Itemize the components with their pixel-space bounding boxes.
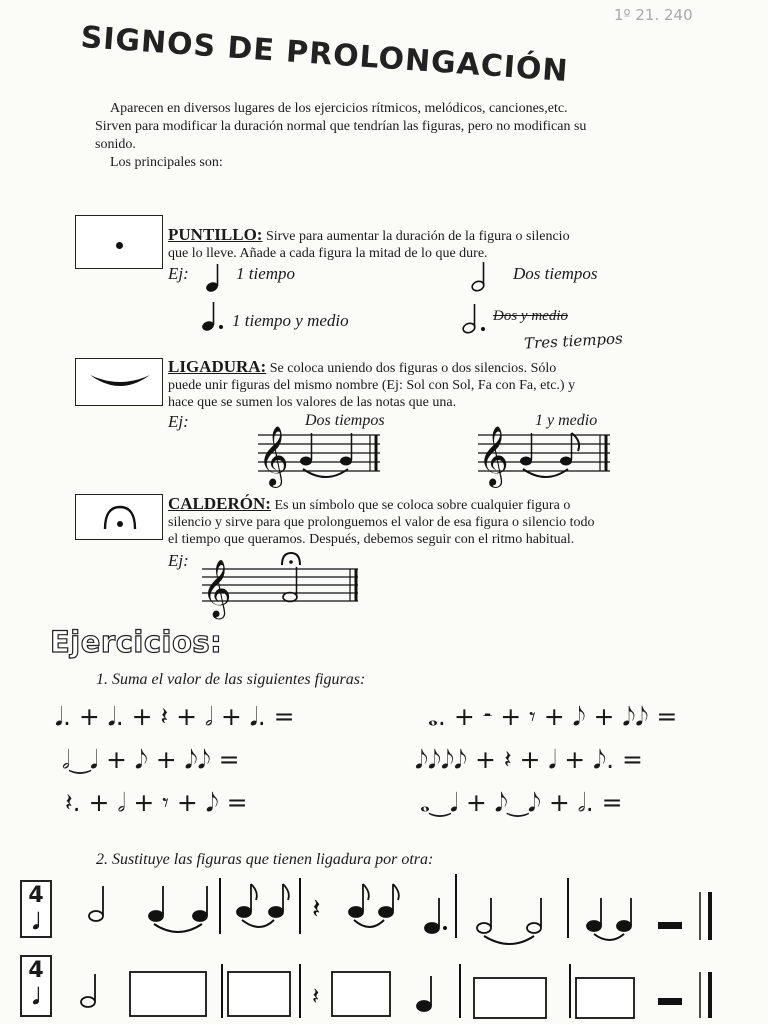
corner-note: 1º 21. 240 [614, 6, 693, 24]
puntillo-text [168, 226, 648, 262]
time-sig-top: 4 [28, 883, 44, 908]
calderon-title: CALDERÓN: [168, 494, 271, 513]
time-sig-top: 4 [28, 958, 44, 983]
calderon-text-1: Es un símbolo que se coloca sobre cualquier figura o [274, 498, 571, 513]
quarter-rest-icon: 𝄽 [312, 982, 320, 1010]
ligadura-text-2: puede unir figuras del mismo nombre (Ej: Sol con Sol, Fa con Fa, etc.) y [168, 378, 576, 393]
ligadura-symbol-box [75, 358, 163, 406]
puntillo-title: PUNTILLO: [168, 225, 263, 244]
sum-row-2-right: 𝅘𝅥𝅮𝅘𝅥𝅮𝅘𝅥𝅮𝅘𝅥𝅮 + 𝄽 + 𝅘𝅥 + 𝅘𝅥𝅮. = [415, 745, 643, 774]
ligadura-ex-1: Dos tiempos [305, 412, 385, 429]
answer-box-4 [474, 978, 546, 1018]
sum-row-3-right: 𝅝‿𝅘𝅥 + 𝅘𝅥𝅮‿𝅘𝅥𝅮 + 𝅗𝅥. = [420, 788, 623, 817]
dotted-quarter-note-icon [200, 300, 226, 334]
sum-row-2-left: 𝅗𝅥‿𝅘𝅥 + 𝅘𝅥𝅮 + 𝅘𝅥𝅮𝅘𝅥𝅮 = [62, 745, 240, 774]
answer-box-3 [332, 972, 390, 1016]
quarter-note-icon [204, 262, 224, 294]
puntillo-ej-label: Ej: [168, 264, 189, 283]
ligadura-text [168, 358, 648, 411]
puntillo-symbol-box [75, 215, 163, 269]
treble-clef-icon: 𝄞 [258, 426, 289, 486]
puntillo-ex-1: 1 tiempo [236, 264, 296, 283]
ligadura-title: LIGADURA: [168, 357, 267, 376]
ligadura-staff-example-1 [258, 425, 383, 495]
puntillo-ex-3: 1 tiempo y medio [232, 311, 349, 330]
calderon-text-3: el tiempo que queramos. Después, debemos seguir con el ritmo habitual. [168, 532, 575, 547]
puntillo-ex-4-handwritten: Tres tiempos [523, 329, 624, 353]
fermata-icon [102, 503, 138, 533]
half-note-icon [470, 260, 490, 294]
intro-line-4: Los principales son: [110, 155, 223, 170]
calderon-staff-example [202, 555, 362, 625]
sum-row-3-left: 𝄽. + 𝅗𝅥 + 𝄾 + 𝅘𝅥𝅮 = [65, 788, 248, 817]
exercise-1-question: 1. Suma el valor de las siguientes figuras: [96, 671, 366, 688]
quarter-rest-icon: 𝄽 [312, 892, 321, 925]
ligadura-ej-label: Ej: [168, 412, 189, 431]
answer-box-5 [576, 978, 634, 1018]
puntillo-ex-4-struck: Dos y medio [493, 308, 568, 324]
time-sig-bottom: 𝅘𝅥 [32, 985, 40, 1010]
half-rest-icon [658, 998, 682, 1005]
treble-clef-icon: 𝄞 [202, 559, 232, 617]
ligadura-staff-example-2 [478, 425, 613, 495]
ejercicios-heading: Ejercicios: [50, 625, 223, 659]
time-sig-bottom: 𝅘𝅥 [32, 910, 40, 935]
intro-line-2: Sirven para modificar la duración normal que tendrían las figuras, pero no modifican su [95, 119, 587, 134]
ligadura-text-3: hace que se sumen los valores de las notas que una. [168, 395, 457, 410]
ligadura-text-1: Se coloca uniendo dos figuras o dos silencios. Sólo [269, 361, 557, 376]
time-signature-box-2 [20, 955, 52, 1017]
puntillo-text-1: Sirve para aumentar la duración de la figura o silencio [265, 229, 570, 244]
sum-row-1-right: 𝅝. + 𝄼 + 𝄾 + 𝅘𝅥𝅮 + 𝅘𝅥𝅮𝅘𝅥𝅮 = [428, 702, 678, 731]
intro-line-3: sonido. [95, 137, 136, 152]
puntillo-text-2: que lo lleve. Añade a cada figura la mitad de lo que dure. [168, 246, 488, 261]
tie-icon [88, 371, 152, 395]
treble-clef-icon: 𝄞 [478, 426, 509, 486]
exercise-2-question: 2. Sustituye las figuras que tienen ligadura por otra: [96, 851, 434, 868]
time-signature-box-1 [20, 880, 52, 938]
page-title: SIGNOS DE PROLONGACIÓN [79, 20, 570, 90]
ligadura-ex-2: 1 y medio [535, 412, 598, 429]
dotted-half-note-icon [461, 302, 489, 336]
calderon-text [168, 495, 658, 548]
puntillo-ex-2: Dos tiempos [513, 264, 598, 283]
answer-box-2 [228, 972, 290, 1016]
dot-icon [116, 242, 123, 249]
calderon-ej-label: Ej: [168, 551, 189, 570]
half-rest-icon [658, 922, 682, 929]
sum-row-1-left: 𝅘𝅥. + 𝅘𝅥. + 𝄽 + 𝅗𝅥 + 𝅘𝅥. = [55, 702, 295, 731]
intro-line-1: Aparecen en diversos lugares de los ejercicios rítmicos, melódicos, canciones,etc. [110, 101, 568, 116]
answer-box-1 [130, 972, 206, 1016]
intro-paragraph [95, 100, 655, 172]
calderon-symbol-box [75, 494, 163, 540]
rhythm-line-2 [60, 958, 760, 1020]
calderon-text-2: silencio y sirve para que prolonguemos el valor de esa figura o silencio todo [168, 515, 595, 530]
rhythm-line-1 [60, 872, 760, 952]
